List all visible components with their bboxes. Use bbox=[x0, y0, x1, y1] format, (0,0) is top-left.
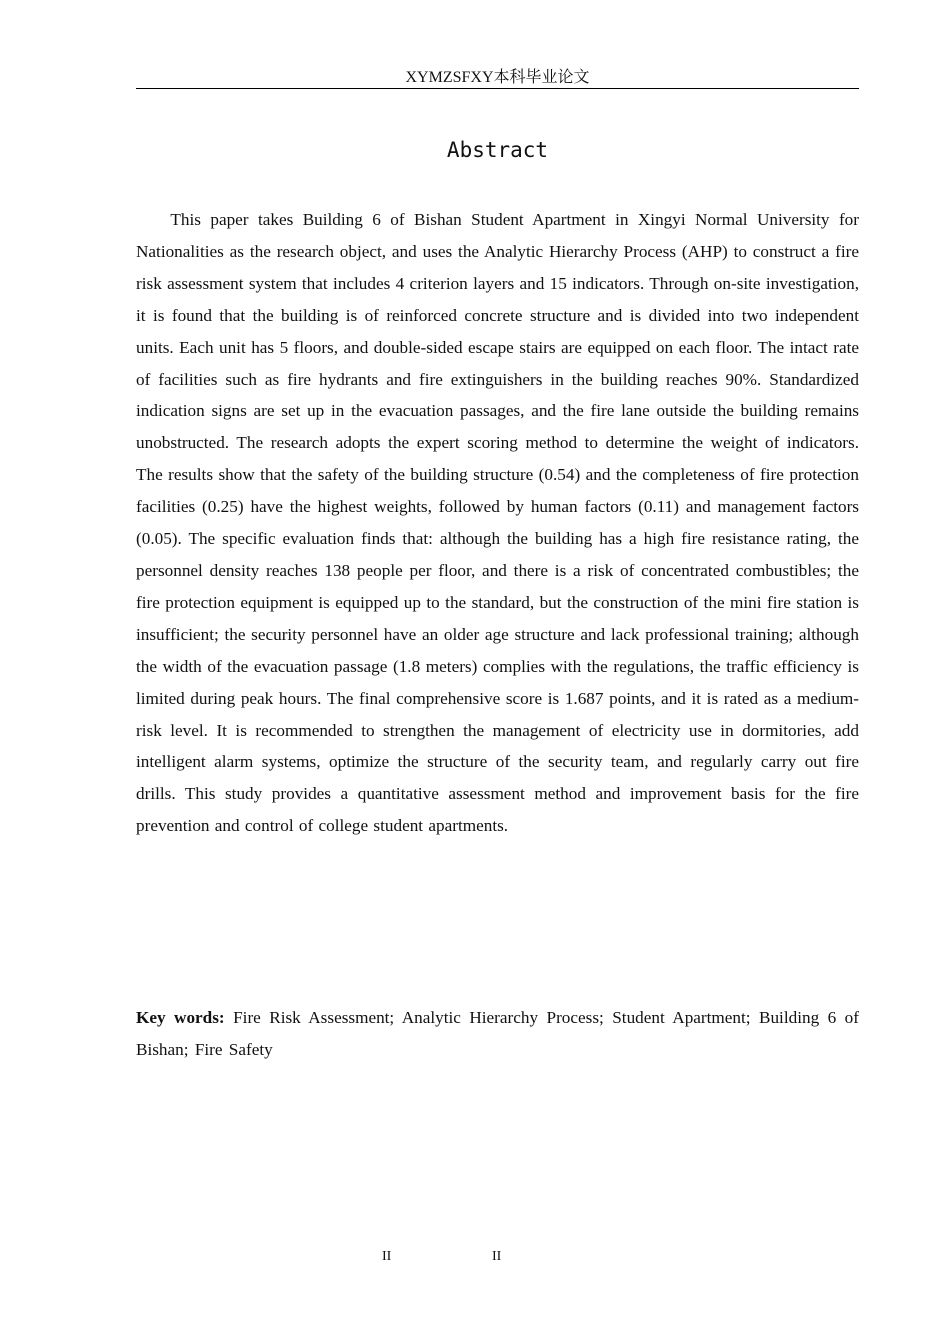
abstract-title: Abstract bbox=[446, 138, 549, 162]
keywords-label: Key words: bbox=[136, 1008, 225, 1027]
keywords-text: Fire Risk Assessment; Analytic Hierarchy Process; Student Apartment; Building 6 of Bishan; Fire Safety bbox=[136, 1008, 859, 1059]
abstract-body: This paper takes Building 6 of Bishan Student Apartment in Xingyi Normal University for Nationalities as the research object, and uses the Analytic Hierarchy Process (AHP) to construct a fire risk assessment system that includes 4 criterion layers and 15 indicators. Through on-site investigation, it is found that the building is of reinforced concrete structure and is divided into two independent units. Each unit has 5 floors, and double-sided escape stairs are equipped on each floor. The intact rate of facilities such as fire hydrants and fire extinguishers in the building reaches 90%. Standardized indication signs are set up in the evacuation passages, and the fire lane outside the building remains unobstructed. The research adopts the expert scoring method to determine the weight of indicators. The results show that the safety of the building structure (0.54) and the completeness of fire protection facilities (0.25) have the highest weights, followed by human factors (0.11) and management factors (0.05). The specific evaluation finds that: although the building has a high fire resistance rating, the personnel density reaches 138 people per floor, and there is a risk of concentrated combustibles; the fire protection equipment is equipped up to the standard, but the construction of the mini fire station is insufficient; the security personnel have an older age structure and lack professional training; although the width of the evacuation passage (1.8 meters) complies with the regulations, the traffic efficiency is limited during peak hours. The final comprehensive score is 1.687 points, and it is rated as a medium-risk level. It is recommended to strengthen the management of electricity use in dormitories, add intelligent alarm systems, optimize the structure of the security team, and regularly carry out fire drills. This study provides a quantitative assessment method and improvement basis for the fire prevention and control of college student apartments. bbox=[136, 210, 859, 836]
page-number-right: II bbox=[492, 1249, 502, 1264]
page-number-left: II bbox=[382, 1249, 392, 1264]
keywords-paragraph bbox=[136, 1002, 859, 1066]
running-header: XYMZSFXY本科毕业论文 bbox=[136, 68, 859, 89]
